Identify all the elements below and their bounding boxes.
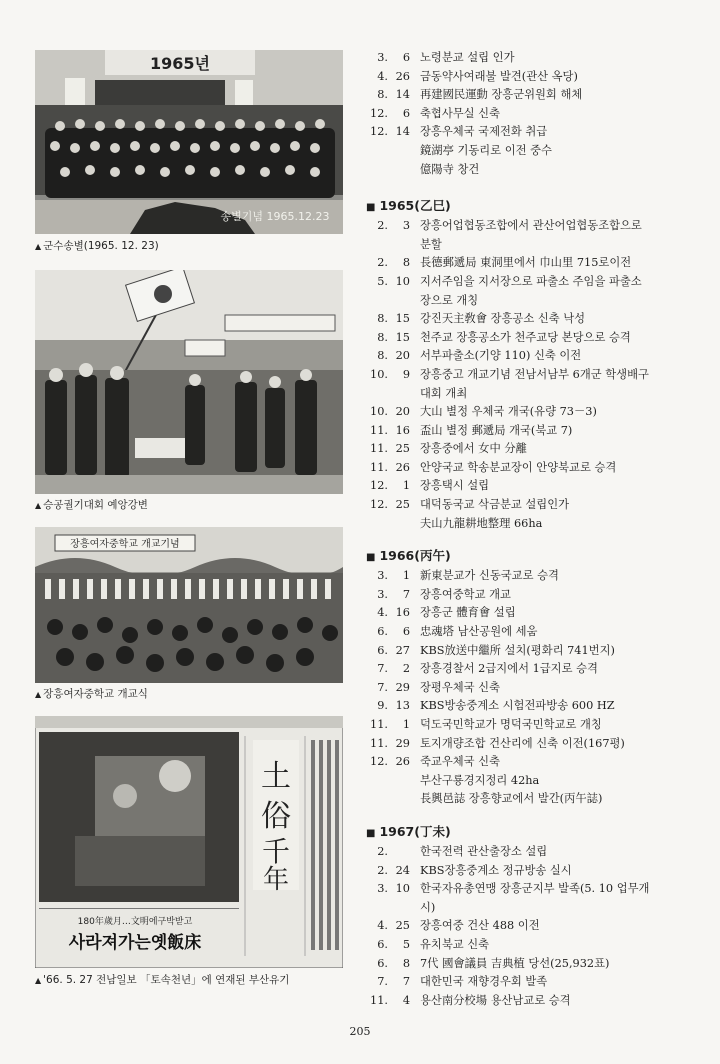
- list-item: 8. 15 강진天主敎會 장흥공소 신축 낙성: [377, 312, 586, 326]
- list-item: 12. 14 장흥우체국 국제전화 취급 鏡湖亭 기동리로 이전 중수 億陽寺 창건: [370, 125, 552, 176]
- list-item: 3. 1 新東분교가 신동국교로 승격: [377, 569, 559, 583]
- list-item: 12. 1 장흥택시 설립: [370, 479, 490, 493]
- list-item: 11. 26 안양국교 학송분교장이 안양북교로 승격: [370, 460, 617, 474]
- list-item: 6. 5 유치북교 신축: [377, 937, 490, 951]
- year-entries-1966: [366, 567, 706, 809]
- list-item: 11. 4 용산南分校場 용산남교로 승격: [370, 993, 571, 1007]
- list-item: 4. 26 금동약사여래불 발견(관산 옥당): [377, 69, 578, 83]
- list-item: 8. 14 再建國民運動 장흥군위원회 해체: [377, 88, 583, 102]
- year-heading-1966: ■ 1966(丙午): [366, 548, 451, 564]
- list-item: 3. 10 한국자유총연맹 장흥군지부 발족(5. 10 업무개 시): [377, 882, 650, 914]
- caption-school-opening: ▲ 장흥여자중학교 개교식: [35, 688, 148, 700]
- year-entries-1965: [366, 217, 706, 533]
- list-item: 7. 7 대한민국 재향경우회 발족: [377, 975, 548, 989]
- square-bullet-icon: ■: [366, 202, 376, 214]
- photo-farewell-group: [35, 50, 343, 234]
- square-bullet-icon: ■: [366, 552, 376, 564]
- list-item: 10. 20 大山 별정 우체국 개국(유량 73－3): [370, 405, 597, 419]
- caption-farewell: ▲ 군수송별(1965. 12. 23): [35, 240, 159, 252]
- list-item: 6. 27 KBS放送中繼所 설치(평화리 741번지): [377, 643, 615, 657]
- list-item: 11. 29 토지개량조합 건산리에 신축 이전(167평): [370, 736, 625, 750]
- svg-text:年: 年: [262, 865, 290, 895]
- list-item: 2. 8 長德郵遞局 東洞里에서 巾山里 715로이전: [377, 256, 632, 270]
- svg-text:俗: 俗: [261, 799, 291, 834]
- list-item: 4. 16 장흥군 體育會 설립: [377, 606, 516, 620]
- photo-banner-text: 송별기념 1965.12.23: [220, 210, 330, 223]
- caption-rally: ▲ 승공궐기대회 예앙강변: [35, 499, 148, 511]
- school-banner-text: 장흥여자중학교 개교기념: [70, 539, 180, 550]
- list-item: 11. 1 덕도국민학교가 명덕국민학교로 개칭: [370, 718, 602, 731]
- list-item: 12. 25 대덕동국교 삭금분교 설립인가 夫山九龍耕地整理 66ha: [370, 498, 570, 530]
- list-item: 10. 9 장흥중고 개교기념 전남서남부 6개군 학생배구 대회 개최: [370, 367, 649, 400]
- list-item: 11. 16 盃山 별정 郵遞局 개국(북교 7): [370, 423, 573, 437]
- square-bullet-icon: ■: [366, 827, 376, 839]
- list-item: 5. 10 지서주임을 지서장으로 파출소 주임을 파출소 장으로 개칭: [377, 274, 642, 307]
- list-item: 8. 20 서부파출소(기양 110) 신축 이전: [377, 349, 582, 363]
- year-heading-1965: ■ 1965(乙巳): [366, 198, 451, 214]
- svg-text:千: 千: [261, 835, 291, 868]
- list-item: 6. 6 忠魂塔 남산공원에 세움: [377, 625, 538, 639]
- photo-school-opening: [35, 527, 343, 683]
- list-item: 3. 7 장흥여중학교 개교: [377, 587, 511, 601]
- list-item: 12. 6 축협사무실 신축: [370, 106, 500, 120]
- list-item: 3. 6 노령분교 설립 인가: [377, 51, 515, 64]
- list-item: 2. 3 장흥어업협동조합에서 관산어업협동조합으로 분할: [377, 219, 642, 251]
- list-item: 8. 15 천주교 장흥공소가 천주교당 본당으로 승격: [377, 330, 631, 344]
- list-item: 12. 26 죽교우체국 신축 부산구룡경지정리 42ha 長興邑誌 장흥향교에서 발간(丙午誌): [370, 755, 603, 806]
- chronology-column: [366, 49, 706, 1010]
- list-item: 2. 24 KBS장흥중계소 정규방송 실시: [377, 863, 572, 877]
- list-item: 7. 29 장평우체국 신축: [377, 680, 500, 694]
- newspaper-subhead: 180年歲月…文明에구박받고: [77, 917, 193, 927]
- newspaper-headline: 사라져가는옛飯床: [68, 933, 202, 953]
- list-item: 7. 2 장흥경찰서 2급지에서 1급지로 승격: [377, 662, 598, 676]
- list-item: 11. 25 장흥중에서 女中 分離: [370, 442, 527, 456]
- list-item: 4. 25 장흥여중 건산 488 이전: [377, 919, 540, 933]
- caption-newspaper: ▲ '66. 5. 27 전남일보 「토속천년」에 연재된 부산유기: [35, 974, 290, 986]
- building-sign-text: 1965년: [150, 54, 210, 73]
- pre-entries: [366, 49, 706, 179]
- photo-newspaper-clipping: [35, 716, 343, 968]
- list-item: 2. 한국전력 관산출장소 설립: [377, 844, 548, 858]
- page-number: 205: [349, 1025, 371, 1038]
- list-item: 9. 13 KBS방송중계소 시험전파방송 600 HZ: [377, 699, 615, 713]
- year-entries-1967: [366, 843, 706, 1010]
- svg-text:土: 土: [261, 759, 291, 794]
- list-item: 6. 8 7代 國會議員 吉典植 당선(25,932표): [377, 956, 610, 970]
- year-heading-1967: ■ 1967(丁未): [366, 823, 451, 839]
- photo-rally: [35, 270, 343, 494]
